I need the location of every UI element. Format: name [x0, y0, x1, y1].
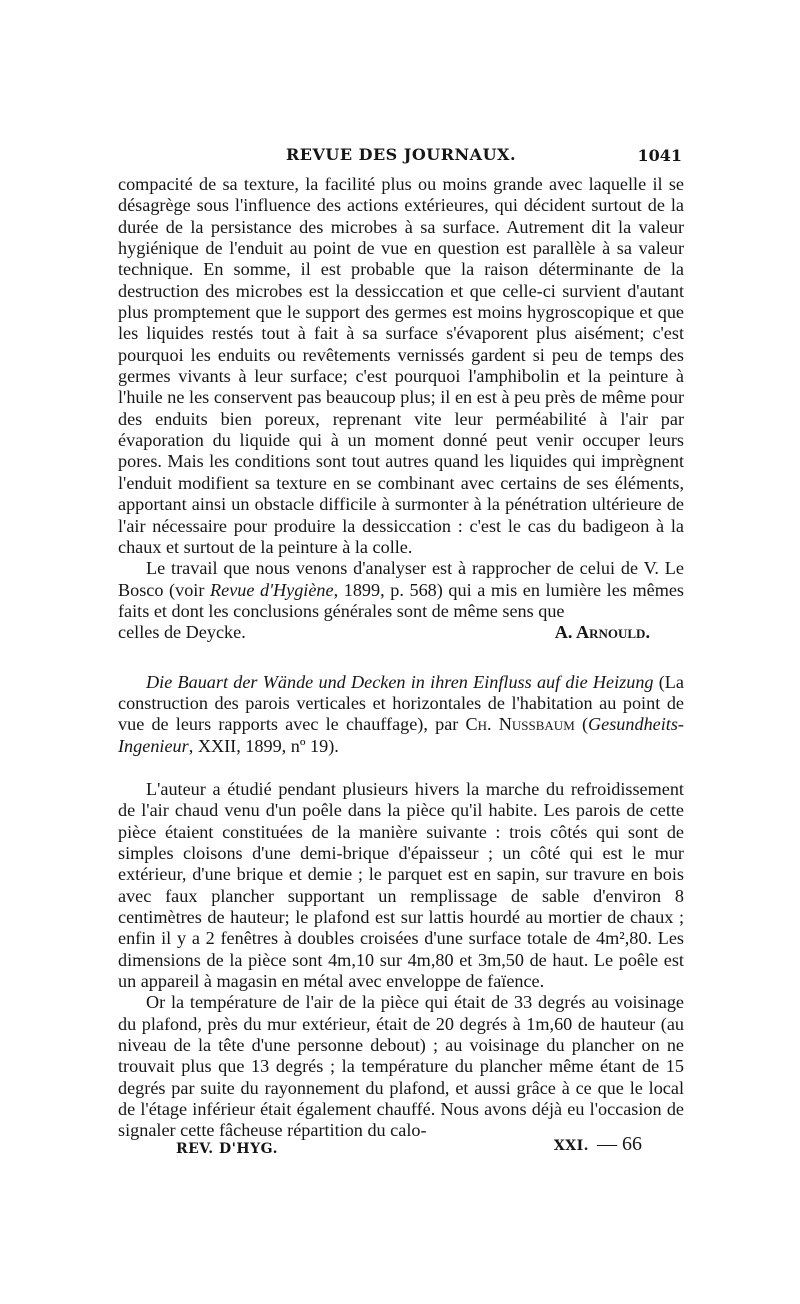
author-signature: A. Arnould.	[554, 622, 650, 643]
review-title-french: (La construction des parois verticales et horizontales de l'habitation au point de vue de leurs rapports avec le chauffage), par	[118, 671, 684, 735]
section-gap	[118, 757, 684, 779]
review-title-german: Die Bauart der Wände und Decken in ihren Einfluss auf die Heizung	[146, 671, 654, 692]
paragraph2-text-after: , 1899, p. 568) qui a mis en lumière les mêmes faits et dont les conclusions générales sont de même sens que	[118, 579, 684, 621]
paragraph2-last-line: celles de Deycke.	[118, 622, 246, 643]
article2-paragraph1: L'auteur a étudié pendant plusieurs hivers la marche du refroidissement de l'air chaud venu d'un poêle dans la pièce qu'il habite. Les parois de cette pièce étaient constituées de la manière suivante : trois côtés qui sont de simples cloisons d'une demi-brique d'épaisseur ; un côté qui est le mur extérieur, d'une brique et demie ; le parquet est en sapin, sur travure en bois avec faux plancher supportant un remplissage de sable d'environ 8 centimètres de hauteur; le plafond est sur lattis hourdé au mortier de chaux ; enfin il y a 2 fenêtres à doubles croisées d'une surface totale de 4m²,80. Les dimensions de la pièce sont 4m,10 sur 4m,80 et 3m,50 de haut. Le poêle est un appareil à magasin en métal avec enveloppe de faïence.	[118, 778, 684, 992]
article1-paragraph1: compacité de sa texture, la facilité plus ou moins grande avec laquelle il se désagrège sous l'influence des actions extérieures, qui décident surtout de la durée de la persistance des microbes à sa surface. Autrement dit la valeur hygiénique de l'enduit au point de vue en question est parallèle à sa valeur technique. En somme, il est probable que la raison déterminante de la destruction des microbes est la dessiccation et que celle-ci survient d'autant plus promptement que le support des germes est moins hygroscopique et que les liquides restés tout à fait à sa surface s'évaporent plus aisément; c'est pourquoi les enduits ou revêtements vernissés gardent si peu de temps des germes vivants à leur surface; c'est pourquoi l'amphibolin et la peinture à l'huile ne les conservent pas beaucoup plus; il en est à peu près de même pour des enduits bien poreux, reprenant vite leur perméabilité à l'air par évaporation du liquide qui à un moment donné peut venir occuper leurs pores. Mais les conditions sont tout autres quand les liquides qui imprègnent l'enduit modifient sa texture en se combinant avec certains de ses éléments, apportant ainsi un obstacle difficile à surmonter à la pénétration ultérieure de l'air nécessaire pour produire la dessiccation : c'est le cas du badigeon à la chaux et surtout de la peinture à la colle.	[118, 174, 684, 557]
review-source-journal: Gesundheits-Ingenieur	[118, 714, 684, 756]
page-number: 1041	[637, 146, 682, 165]
body-text	[118, 174, 684, 1142]
footer-signature	[554, 1133, 642, 1156]
review-source-rest: , XXII, 1899, nº 19).	[188, 735, 339, 756]
running-head	[120, 145, 682, 169]
article2-paragraph2: Or la température de l'air de la pièce qui était de 33 degrés au voisinage du plafond, près du mur extérieur, était de 20 degrés à 1m,60 de hauteur (au niveau de la tête d'une personne debout) ; au voisinage du plancher on ne trouvait plus que 13 degrés ; la température du plancher même étant de 15 degrés par suite du rayonnement du plafond, et aussi grâce à ce que le local de l'étage inférieur était également chauffé. Nous avons déjà eu l'occasion de signaler cette fâcheuse répartition du calo-	[118, 992, 684, 1141]
signature-line	[118, 622, 684, 643]
footer-volume: XXI.	[553, 1138, 589, 1154]
review-heading	[118, 672, 684, 757]
article1-paragraph2	[118, 558, 684, 622]
review-source-open: (	[574, 714, 589, 735]
journal-title-revue: Revue d'Hygiène	[210, 579, 334, 600]
section-gap	[118, 644, 684, 672]
review-author: Ch. Nussbaum	[465, 714, 575, 735]
footer-journal-abbrev: REV. D'HYG.	[176, 1141, 278, 1157]
running-title: REVUE DES JOURNAUX.	[285, 145, 517, 164]
paragraph2-text-before: Le travail que nous venons d'analyser est à rapprocher de celui de V. Le Bosco (voir	[118, 558, 684, 600]
page-footer	[176, 1133, 642, 1163]
footer-signature-mark: — 66	[597, 1133, 642, 1155]
